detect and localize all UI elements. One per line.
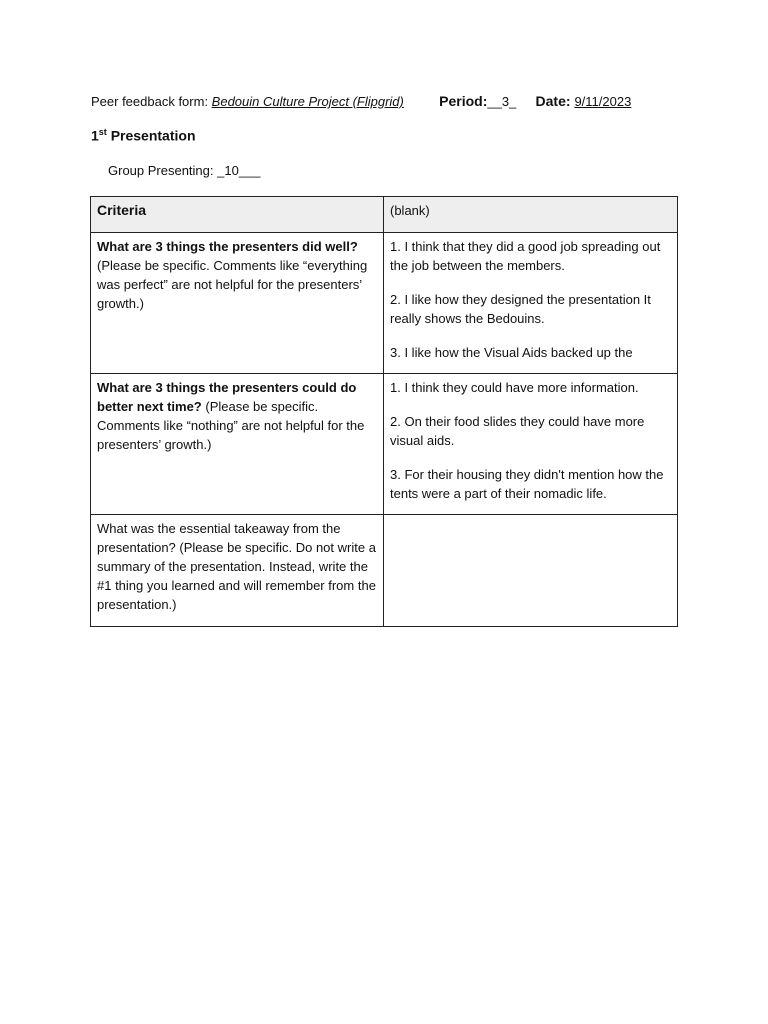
response-cell[interactable] bbox=[384, 374, 678, 515]
question-text: What was the essential takeaway from the presentation? (Please be specific. Do not write a summary of the presentation. Instead, write the #1 thing you learned and will remember from the presentation.) bbox=[97, 521, 376, 612]
form-label: Peer feedback form: bbox=[91, 94, 212, 109]
feedback-table bbox=[90, 196, 678, 627]
date-label: Date: bbox=[535, 93, 575, 109]
group-presenting bbox=[108, 163, 261, 178]
date-value: 9/11/2023 bbox=[574, 94, 632, 109]
question-text: (Please be specific. Comments like “nothing” are not helpful for the presenters’ growth.) bbox=[97, 399, 365, 452]
answer-item: 1. I think they could have more information. bbox=[390, 380, 639, 395]
question-text: (Please be specific. Comments like “everything was perfect” are not helpful for the presenters’ growth.) bbox=[97, 258, 368, 311]
presentation-ordinal: 1 bbox=[91, 127, 99, 144]
period-label: Period: bbox=[439, 93, 488, 109]
criteria-cell bbox=[91, 515, 384, 627]
criteria-cell bbox=[91, 374, 384, 515]
criteria-cell bbox=[91, 233, 384, 374]
table-row bbox=[91, 374, 678, 515]
table-row bbox=[91, 515, 678, 627]
presentation-title bbox=[91, 127, 196, 144]
question-bold: What are 3 things the presenters could do better next time? bbox=[97, 380, 357, 414]
table-header-row bbox=[91, 197, 678, 233]
question-bold: What are 3 things the presenters did well? bbox=[97, 239, 358, 254]
group-value: _10___ bbox=[217, 163, 261, 178]
response-header: (blank) bbox=[384, 197, 678, 233]
criteria-header: Criteria bbox=[91, 197, 384, 233]
project-title: Bedouin Culture Project (Flipgrid) bbox=[211, 94, 404, 109]
answer-item: 2. I like how they designed the presentation It really shows the Bedouins. bbox=[390, 292, 651, 326]
answer-item: 1. I think that they did a good job spreading out the job between the members. bbox=[390, 239, 661, 273]
group-label: Group Presenting: bbox=[108, 163, 218, 178]
form-header bbox=[91, 93, 691, 113]
response-cell[interactable] bbox=[384, 233, 678, 374]
response-cell-empty[interactable] bbox=[384, 515, 678, 627]
period-value: __3_ bbox=[487, 94, 517, 109]
table-row bbox=[91, 233, 678, 374]
answer-item: 3. For their housing they didn't mention how the tents were a part of their nomadic life. bbox=[390, 467, 664, 501]
answer-item: 2. On their food slides they could have more visual aids. bbox=[390, 414, 645, 448]
answer-item: 3. I like how the Visual Aids backed up the bbox=[390, 345, 633, 360]
presentation-ordinal-suffix: st bbox=[98, 127, 107, 137]
presentation-title-text: Presentation bbox=[106, 127, 196, 144]
